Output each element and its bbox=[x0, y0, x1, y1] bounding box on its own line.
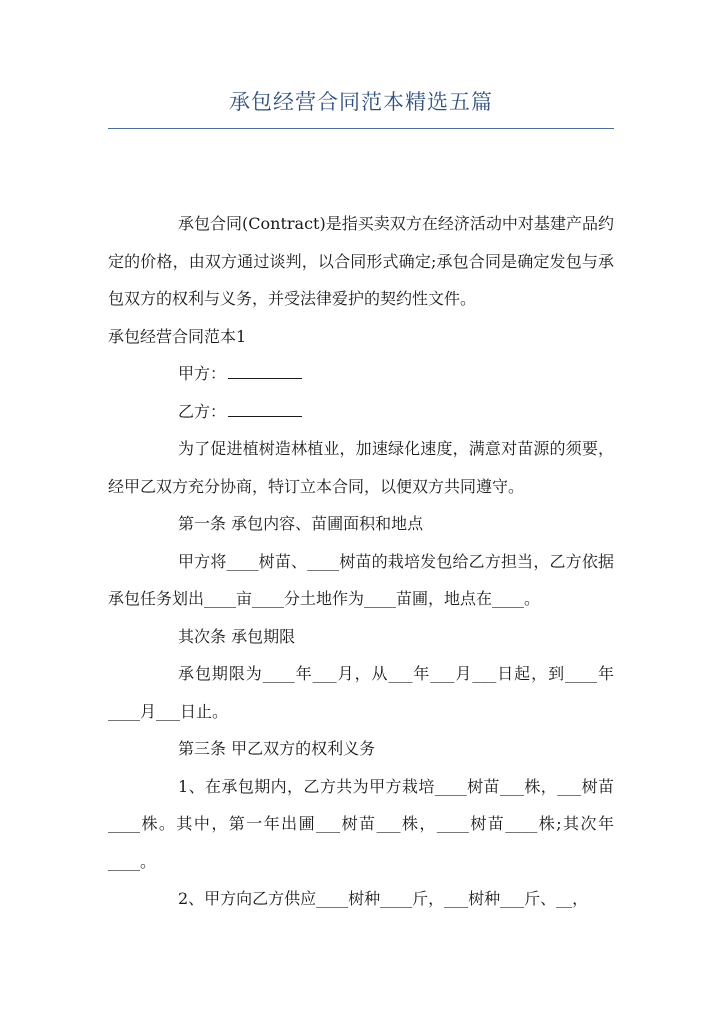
party-a-blank bbox=[228, 364, 302, 379]
party-b-line bbox=[108, 393, 614, 431]
article-2-title: 其次条 承包期限 bbox=[178, 626, 296, 646]
party-b-blank bbox=[228, 402, 302, 417]
party-a-line bbox=[108, 355, 614, 393]
article-3-item-1: 1、在承包期内，乙方共为甲方栽培____树苗___株，___树苗____株。其中，第一年出圃___树苗___株，____树苗____株;其次年____。 bbox=[108, 776, 614, 871]
article-3-item-2: 2、甲方向乙方供应____树种____斤，___树种___斤、__， bbox=[178, 889, 589, 908]
document-body bbox=[108, 205, 614, 918]
article-2-body: 承包期限为____年___月，从___年___月___日起，到____年____月___日止。 bbox=[108, 664, 614, 721]
section-heading: 承包经营合同范本1 bbox=[108, 326, 247, 346]
article-3-title: 第三条 甲乙双方的权利义务 bbox=[178, 739, 376, 758]
party-a-label: 甲方： bbox=[178, 364, 227, 383]
document-title: 承包经营合同范本精选五篇 bbox=[229, 90, 493, 114]
intro-paragraph: 承包合同(Contract)是指买卖双方在经济活动中对基建产品约定的价格，由双方通过谈判，以合同形式确定;承包合同是确定发包与承包双方的权利与义务，并受法律爱护的契约性文件。 bbox=[108, 214, 614, 308]
article-1-title: 第一条 承包内容、苗圃面积和地点 bbox=[178, 514, 424, 533]
purpose-paragraph: 为了促进植树造林植业，加速绿化速度，满意对苗源的须要，经甲乙双方充分协商，特订立本合同，以便双方共同遵守。 bbox=[108, 439, 614, 496]
article-1-body: 甲方将____树苗、____树苗的栽培发包给乙方担当，乙方依据承包任务划出____亩____分土地作为____苗圃，地点在____。 bbox=[108, 551, 614, 608]
title-divider bbox=[108, 128, 614, 129]
party-b-label: 乙方： bbox=[178, 401, 227, 421]
